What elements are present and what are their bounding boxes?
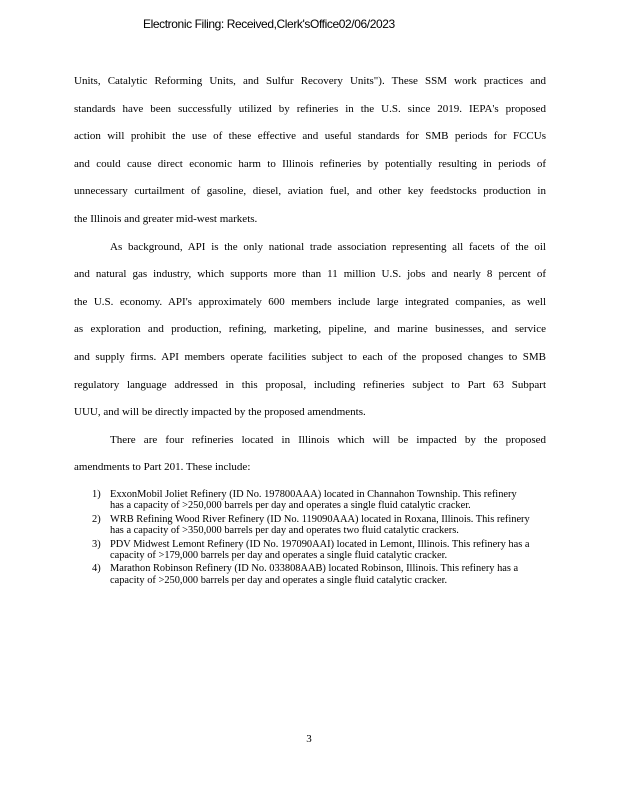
text-line: the Illinois and greater mid-west markets. [74,212,258,225]
list-item [92,489,532,512]
list-item-text: Marathon Robinson Refinery (ID No. 033808AAB) located Robinson, Illinois. This refinery has a capacity of >250,000 barrels per day and operates a single fluid catalytic cracker. [110,563,519,586]
text-line: unnecessary curtailment of gasoline, diesel, aviation fuel, and other key feedstocks production in [74,185,546,198]
list-item [92,563,532,586]
text-line: There are four refineries located in Illinois which will be impacted by the proposed [110,433,546,446]
text-line: and could cause direct economic harm to Illinois refineries by potentially resulting in periods of [74,157,546,170]
text-line: action will prohibit the use of these effective and useful standards for SMB periods for FCCUs [74,130,546,143]
text-line: amendments to Part 201. These include: [74,461,251,474]
list-item-number: 2) [92,513,101,525]
text-line: the U.S. economy. API's approximately 600 members include large integrated companies, as well [74,295,546,308]
document-body [74,68,546,482]
list-item-text: ExxonMobil Joliet Refinery (ID No. 197800AAA) located in Channahon Township. This refinery has a capacity of >250,000 barrels per day and operates a single fluid catalytic cracker. [110,489,517,512]
list-item-number: 3) [92,538,101,550]
text-line: as exploration and production, refining, marketing, pipeline, and marine businesses, and service [74,323,546,336]
refinery-list [92,489,532,588]
list-item-number: 4) [92,563,101,575]
paragraph-refineries-intro [74,427,546,482]
text-line: and supply firms. API members operate facilities subject to each of the proposed changes to SMB [74,350,546,363]
paragraph-continuation [74,68,546,234]
list-item-text: PDV Midwest Lemont Refinery (ID No. 197090AAI) located in Lemont, Illinois. This refinery has a capacity of >179,000 barrels per day and operates a single fluid catalytic cracker. [110,538,530,562]
text-line: and natural gas industry, which supports more than 11 million U.S. jobs and nearly 8 percent of [74,268,546,281]
list-item [92,539,532,562]
text-line: As background, API is the only national trade association representing all facets of the oil [110,240,546,253]
filing-stamp: Electronic Filing: Received,Clerk'sOffice02/06/2023 [143,17,395,31]
text-line: regulatory language addressed in this proposal, including refineries subject to Part 63 Subpart [74,378,546,391]
page-number: 3 [306,733,312,745]
text-line: Units, Catalytic Reforming Units, and Sulfur Recovery Units"). These SSM work practices and [74,75,546,87]
paragraph-background [74,234,546,427]
text-line: UUU, and will be directly impacted by the proposed amendments. [74,406,366,419]
list-item [92,514,532,537]
list-item-text: WRB Refining Wood River Refinery (ID No. 119090AAA) located in Roxana, Illinois. This refinery has a capacity of >350,000 barrels per day and operates two fluid catalytic crackers. [110,513,530,537]
list-item-number: 1) [92,489,101,500]
text-line: standards have been successfully utilized by refineries in the U.S. since 2019. IEPA's proposed [74,102,546,115]
